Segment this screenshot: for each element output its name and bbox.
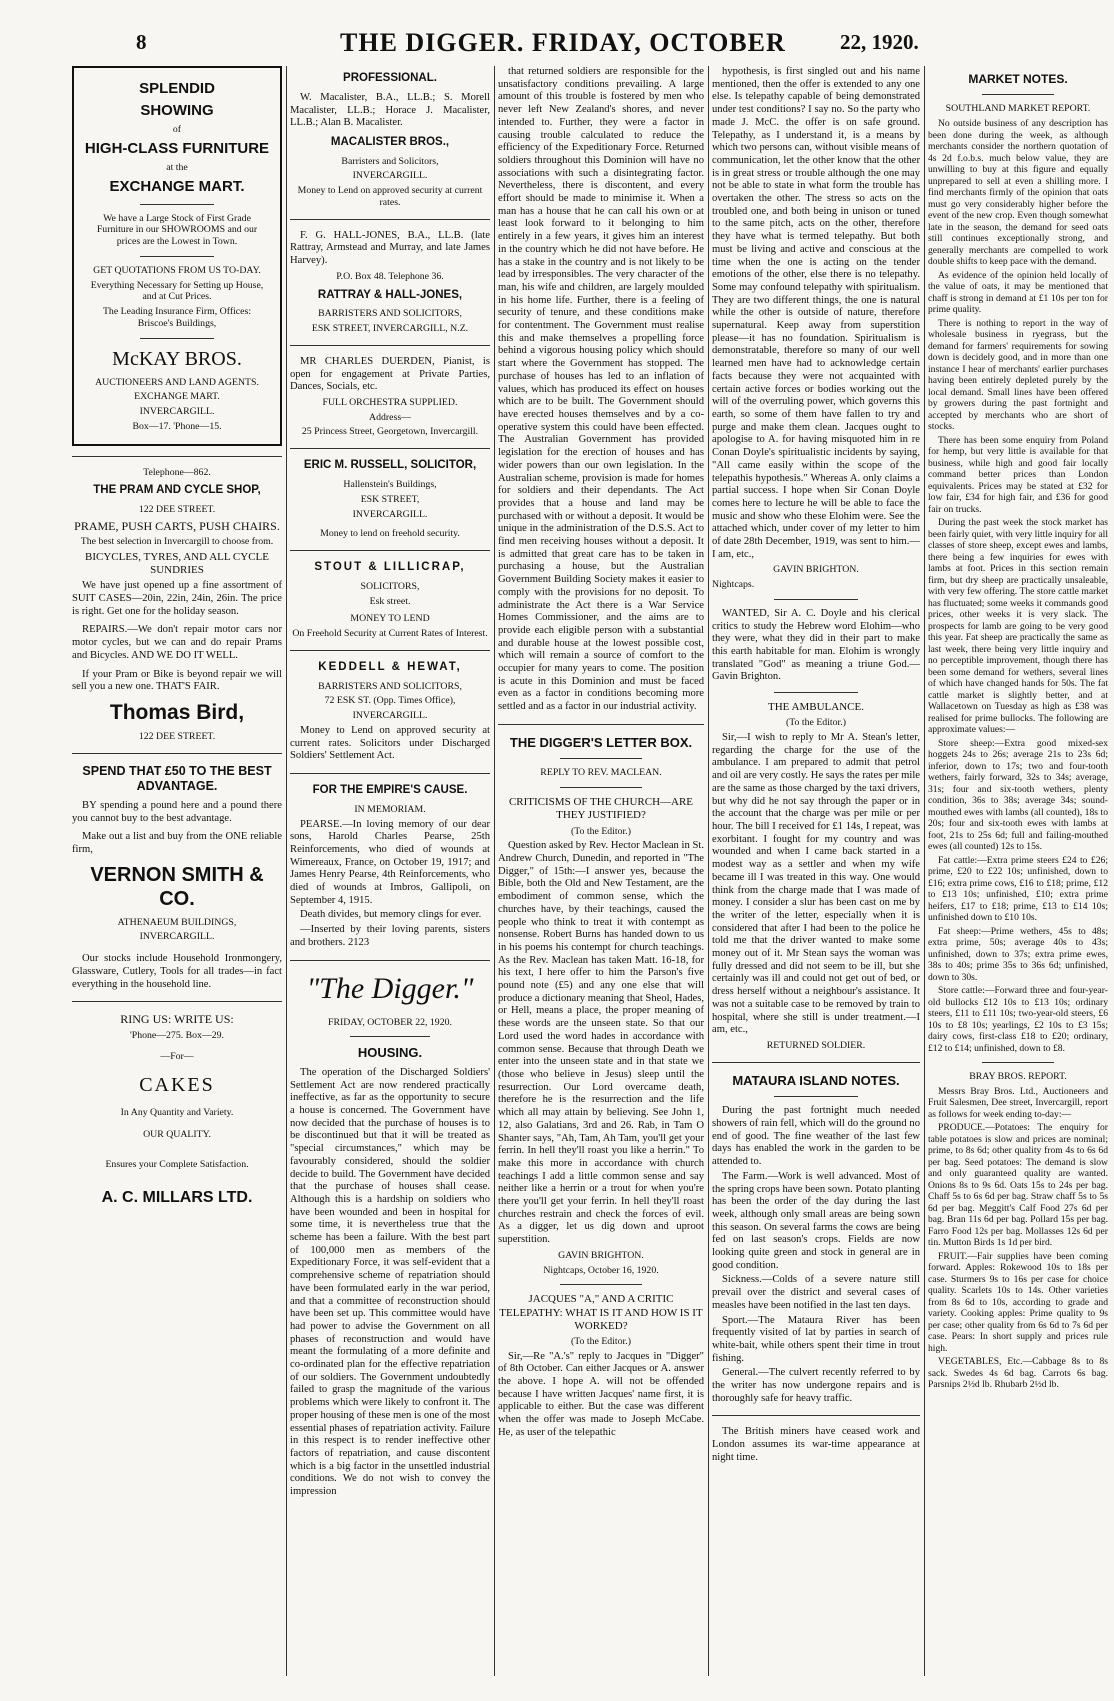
column-4: [712, 66, 920, 1676]
ad-headline: KEDDELL & HEWAT,: [318, 660, 462, 673]
column-rule: [286, 66, 287, 1676]
ad-text: Ensures your Complete Satisfaction.: [105, 1158, 249, 1170]
signature: GAVIN BRIGHTON.: [558, 1249, 644, 1261]
ad-text: INVERCARGILL.: [352, 710, 428, 722]
ad-text: Our stocks include Household Ironmongery, Glassware, Cutlery, Tools for all trades—in fact everything in the household line.: [72, 953, 282, 990]
ad-text: Address—: [369, 411, 411, 423]
ad-text: —For—: [160, 1051, 194, 1063]
ad-text: Esk street.: [369, 595, 411, 607]
subheading: BRAY BROS. REPORT.: [969, 1071, 1067, 1083]
ad-headline: STOUT & LILLICRAP,: [314, 561, 466, 574]
ad-text: PRAME, PUSH CARTS, PUSH CHAIRS.: [74, 518, 280, 533]
market-body: During the past week the stock market has been fairly quiet, with very little inquiry for all classes of store sheep, except ewes and lambs, there being a few inquiries for ewes with lambs at foot. Prices in this section remain firm, but dry sheep are practically unsaleable, with very few offering. The store cattle market has fluctuated; some weeks it commands good prices, other weeks it is very slack. The prospects for lamb are going to be very good this year. Fat sheep are practically the same as last week, there being very little inquiry and no perceptible improvement, though there has been some demand for wethers, several lines of which have changed hands for 50s. The fat cattle market is slightly better, and at Wallacetown on Tuesday as high as £38 was realised for prime bullocks. The following are approximate values:—: [928, 517, 1108, 736]
column-rule: [924, 66, 925, 1676]
notes-body: The British miners have ceased work and London assumes its war-time appearance at night time.: [712, 1426, 920, 1463]
section-heading: FOR THE EMPIRE'S CAUSE.: [312, 783, 468, 796]
letter-title: CRITICISMS OF THE CHURCH—ARE THEY JUSTIFIED?: [508, 796, 694, 822]
memoriam: [290, 784, 490, 950]
ad-text: Make out a list and buy from the ONE reliable firm,: [72, 831, 282, 855]
hall-jones-ad: [290, 230, 490, 335]
section-heading: THE DIGGER'S LETTER BOX.: [509, 734, 693, 750]
ad-text: Barristers and Solicitors,: [341, 155, 439, 167]
subheading: (To the Editor.): [786, 717, 846, 729]
ad-text: BARRISTERS AND SOLICITORS,: [318, 308, 462, 320]
ad-text: INVERCARGILL.: [352, 170, 428, 182]
ad-text: Money to Lend on approved security at current rates. Solicitors under Discharged Soldiers' Settlement Act.: [290, 724, 490, 762]
ad-text: On Freehold Security at Current Rates of Interest.: [292, 628, 488, 640]
millars-ad: [72, 1012, 282, 1207]
ad-text: BY spending a pound here and a pound there you cannot buy to the best advantage.: [72, 799, 282, 824]
professional-ad: [290, 72, 490, 209]
section-heading: MATAURA ISLAND NOTES.: [732, 1072, 900, 1088]
ad-text: If your Pram or Bike is beyond repair we will sell you a new one. THAT'S FAIR.: [72, 668, 282, 693]
ad-text: RING US: WRITE US:: [120, 1012, 234, 1027]
market-body: There has been some enquiry from Poland for hemp, but very little is available for that business, while high and good fair locally command better prices than London equivalents. Prices may be stated at £32 for low fair, £34 for high fair, and £36 for good fair on trucks.: [928, 434, 1108, 515]
column-1: [72, 66, 282, 1676]
ad-text: Telephone—862.: [143, 466, 211, 478]
signature: GAVIN BRIGHTON.: [773, 564, 859, 576]
ad-text: ESK STREET, INVERCARGILL, N.Z.: [311, 323, 469, 335]
market-body: No outside business of any description has been done during the week, as although merchants consider the northern quotation of 4s 2d f.o.b.s. much below value, they are unwilling to buy at this figure and equally unprepared to sell at even a shilling more. I find merchants firmly of the opinion that oats must go very considerably higher before the event of the new crop. Even though somewhat late in the season, the demand for seed oats still continues exceptionally strong, and generally merchants are compelled to work double shifts to keep pace with the demand.: [928, 118, 1108, 268]
subheading: (To the Editor.): [571, 1335, 631, 1347]
issue-date: 22, 1920.: [840, 30, 919, 54]
ad-text: We have just opened up a fine assortment of SUIT CASES—20in, 22in, 24in, 26in. The price is right. Get one for the holiday season.: [72, 580, 282, 617]
section-heading: PROFESSIONAL.: [343, 72, 437, 84]
ad-headline: SHOWING: [140, 102, 214, 119]
market-body: Fat cattle:—Extra prime steers £24 to £26; prime, £20 to £22 10s; unfinished, down to £16; extra prime cows, £16 to £18; prime, £12 to £13 10s; unfinished, £10; extra prime heifers, £17 to £18; prime, £13 to £14 10s; unfinished down to £10 10s.: [928, 854, 1108, 924]
editorial-title: HOUSING.: [357, 1045, 423, 1061]
ad-text: AUCTIONEERS AND LAND AGENTS.: [95, 376, 259, 388]
ad-text: REPAIRS.—We don't repair motor cars nor motor cycles, but we can and do repair Prams and Bicycles. AND WE DO IT WELL.: [72, 624, 282, 661]
letter-body: Sir,—I wish to reply to Mr A. Stean's letter, regarding the charge for the use of the ambulance. I am prepared to admit that petrol and oil are very costly. He says the rates per mile are the same as those charged by the taxi drivers, but why did he not say through the paper or in the account that the charge was per mile or per hour. The bill I received for £1 14s, I repeat, was exorbitant. I fought for my country and was wounded and when I came back started in a modest way as a settler and when my wife became ill I was treated in this way. One would think from the charge made that I was made of money. I consider a slur has been cast on me by the writer of the letter, especially when it is considered that after I had been to the police he told me that the driver wanted to make some money out of it. Mr Stean says the woman was fully dressed and did not seem to be ill, but she certainly was ill and could not get out of bed, or dress herself without a neighbour's assistance. It was not a suitable case to be removed by train to hospital, where she still is under treatment.—I am, etc.,: [712, 732, 920, 1036]
ad-text: BICYCLES, TYRES, AND ALL CYCLE SUNDRIES: [85, 550, 269, 577]
ad-text: Everything Necessary for Setting up House, and at Cut Prices.: [90, 279, 264, 303]
subheading: IN MEMORIAM.: [354, 803, 426, 815]
page-number: 8: [136, 30, 147, 54]
ad-headline: RATTRAY & HALL-JONES,: [317, 288, 463, 301]
ad-text: MONEY TO LEND: [350, 613, 430, 625]
ad-headline: CAKES: [139, 1074, 215, 1097]
ad-text: BARRISTERS AND SOLICITORS,: [318, 680, 462, 692]
market-body: Store cattle:—Forward three and four-year-old bullocks £12 10s to £13 10s; ordinary steers, £11 to £11 10s; two-year-old steers, £6 10s to £8 10s; yearlings, £2 10s to £3 15s; dairy cows, first-class £18 to £20; ordinary, £12 to £14; unfinished, down to £8.: [928, 985, 1108, 1054]
editorial-body: that returned soldiers are responsible for the unsatisfactory conditions prevailing. A large amount of this trouble is fostered by men who never left New Zealand's shores, and never intended to. Further, they were a factor in causing trouble calculated to reduce the efficiency of the Expeditionary Force. Returned soldiers throughout this Dominion will have no associations with such a disintegrating factor. Nevertheless, there is discontent, and every effort should be made to minimise it. When a man has a house that he can call his own or at least look forward to it belonging to him entirely in a few years, it gives him an interest in the country which he did not have before. He has a stake in the country and is not likely to be lead by irresponsibles. The very character of the man, his wife and children, are largely moulded in his home life. Further, there is a feeling of security of tenure, and these conditions make for contentment. The Government must realise this and make themselves a propelling force behind a vigorous housing policy which should start where the Government has stopped. The purchase of houses has led to an inflation of values, which has produced its effect on houses which are to be built. The Government should have erected houses themselves and by a co-operative system this could have been effected. The Australian Government has provided legislation for the erection of houses and has wider powers than our own legislation. In the Australian scheme, provision is made for homes for soldiers and their dependants. The Act provides that a house and land may be purchased with or without a deposit. It would be unique in the administration of the D.S.S. Act to find men receiving houses without a deposit. It is admitted that great care has to be taken in purchasing a house, but the Australian Government Building Society makes it easier to comply with the provisions for no deposit. To administrate the Act there is a War Service Homes Commissioner, and the aims are to provide each eligible person with a substantial and durable house at the lowest possible cost, which will remain a source of comfort to the occupier for many years to come. The position is acute in this Dominion and must be faced even as a factor in conditions becoming more settled and as a factor in our industrial activity.: [498, 66, 704, 713]
ad-text: INVERCARGILL.: [352, 508, 428, 520]
column-2: [290, 66, 490, 1676]
ad-text: Hallenstein's Buildings,: [343, 479, 437, 491]
ad-headline: THE PRAM AND CYCLE SHOP,: [93, 484, 261, 497]
company-name: VERNON SMITH & CO.: [90, 863, 264, 910]
subheading: REPLY TO REV. MACLEAN.: [540, 767, 662, 779]
masthead: [0, 0, 1114, 60]
ad-text: Money to lend on freehold security.: [320, 528, 460, 540]
letter-body: Sir,—Re "A.'s" reply to Jacques in "Digger" of 8th October. Can either Jacques or A. answer the above. I hope A. will not be offended because I have written Jacques' name first, it is applicable to either. But the case was different when the offer was made to Joseph McCabe. He, as user of the telepathic: [498, 1350, 704, 1438]
market-body: Messrs Bray Bros. Ltd., Auctioneers and Fruit Salesmen, Dee street, Invercargill, report as follows for week ending to-day:—: [928, 1085, 1108, 1120]
pram-shop-ad: [72, 467, 282, 743]
ad-text: Money to Lend on approved security at current rates.: [297, 185, 483, 208]
signature: RETURNED SOLDIER.: [766, 1039, 866, 1051]
notice-text: Death divides, but memory clings for ever.: [300, 909, 482, 921]
keddell-ad: [290, 661, 490, 763]
editorial-body: The operation of the Discharged Soldiers' Settlement Act are now rendered practically ineffective, as far as the opportunity to secure a house is concerned. The Government have now decided that the purchase of houses is to be discontinued but that it will be treated as "special circumstances," which may be favourably considered, should the soldier decide to build. The Government have decided that the purchase of houses shall cease. Although this is a hardship on soldiers who have been wounded and been in hospital for some time, it is nevertheless true that the scheme has been a failure. With the best part of 100,000 men as members of the Expeditionary Force, it was self-evident that a comprehensive scheme of repatriation should have been formulated early in the war period, and that a committee of reconstruction should have been set up. This committee would have had power to advise the Government on all phases of reconstruction and would have meant the formulating of a more definite and co-ordinated plan for the effective repatriation of our soldiers. The Government undoubtedly failed to grasp the magnitude of the various problems which were likely to confront it. The proper housing of these men is one of the most essential phases of repatriation activity. Failure in this respect is to render ineffective other factors of repatriation, and cause discontent which is a big factor in the unsettled industrial conditions. We do not wish to convey the impression: [290, 1066, 490, 1498]
market-body: As evidence of the opinion held locally of the value of oats, it may be mentioned that chaff is strong in demand at £1 10s per ton for prime quality.: [928, 269, 1108, 316]
subheading: (To the Editor.): [571, 825, 631, 837]
company-name: McKAY BROS.: [112, 347, 242, 370]
notes-body: During the past fortnight much needed showers of rain fell, which will do the ground no end of good. The fine weather of the last few days has enabled the work in the garden to be attended to.: [712, 1105, 920, 1168]
letter-body: hypothesis, is first singled out and his name mentioned, then the offer is extended to any one else. Is telepathy capable of being demonstrated under test conditions? I say no. So the party who made J. McC. the offer is on safe ground. Telepathy, as I understand it, is a means by which two persons can, without visible means of communication, let the other know that the other is in great stress or trouble although the one may not be able to state in what form the trouble has overtaken the other. The stress so acts on the troubled one, and both being in unison or tuned to the same pitch, acts on the other, therefore they have what is termed telepathy. But both must be living and active and conscious at the time when the one is acting on the tender emotions of the other, else there is no telepathy. Some may confound telepathy with spiritualism. They are two different things, the one is natural while the other is outside of nature, therefore supernatural. Keep away from superstition please—it has no foundation. Spiritualism is demonstratable, therefore so many of our well learned men have had to acknowledge certain facts because they were not acquainted with certain active forces or bodies working out the will of the overruling power, which governs this earth, so some of them have fallen to try and purge and make them clean. Jacques ought to apologise to A. for having misquoted him in re Conan Doyle's spiritualistic incidents by saying, "All came easily within the scope of the telepathis hypothesis." Whereas A. only claims a partial success. I hope when Sir Conan Doyle comes here to lecture he will be able to face the music and show who these Elohim were. See the attached which, under cover of my letter to him of date 28th December, 1919, was sent to him.—I am, etc.,: [712, 66, 920, 560]
signature: Nightcaps, October 16, 1920.: [543, 1264, 659, 1276]
vernon-smith-ad: [72, 764, 282, 991]
market-body: VEGETABLES, Etc.—Cabbage 8s to 8s sack. Swedes 4s 6d bag. Carrots 6s bag. Parsnips 2½d lb. Rhubarb 2½d lb.: [928, 1356, 1108, 1391]
ad-text: 'Phone—275. Box—29.: [129, 1029, 225, 1041]
market-body: Fat sheep:—Prime wethers, 45s to 48s; extra prime, 50s; average 40s to 43s; unfinished, down to 37s; extra prime ewes, 38s to 40s; prime 35s to 36s 6d; unfinished, down to 30s.: [928, 925, 1108, 983]
column-3: [498, 66, 704, 1676]
ad-headline: HIGH-CLASS FURNITURE: [84, 139, 270, 157]
ad-headline: ERIC M. RUSSELL, SOLICITOR,: [303, 459, 477, 472]
notes-body: Sickness.—Colds of a severe nature still prevail over the district and several cases of measles have been notified in the last ten days.: [712, 1274, 920, 1311]
stout-ad: [290, 561, 490, 640]
letter-title: JACQUES "A," AND A CRITIC TELEPATHY: WHAT IS IT AND HOW IS IT WORKED?: [499, 1293, 703, 1332]
duerden-ad: [290, 356, 490, 438]
ad-text: 122 DEE STREET.: [138, 731, 216, 743]
ad-text: at the: [166, 161, 188, 173]
ad-text: In Any Quantity and Variety.: [120, 1107, 234, 1119]
column-5: [928, 66, 1108, 1676]
notice-text: —Inserted by their loving parents, sisters and brothers. 2123: [290, 924, 490, 948]
company-name: Thomas Bird,: [109, 700, 245, 724]
ad-headline: SPLENDID: [139, 80, 215, 97]
letter-title: THE AMBULANCE.: [768, 701, 864, 714]
ad-text: 25 Princess Street, Georgetown, Invercargill.: [301, 426, 479, 438]
ad-text: W. Macalister, B.A., LL.B.; S. Morell Macalister, LL.B.; Horace J. Macalister, LL.B.; Alan B. Macalister.: [290, 91, 490, 129]
market-body: Store sheep:—Extra good mixed-sex hoggets 24s to 26s; average 21s to 23s 6d; inferior, down to 17s; two and four-tooth wethers, fairly forward, 32s to 34s; average, 31s; four and six-tooth wethers, plenty condition, 36s to 38s; average 34s; sound-mouthed ewes with lambs (all counted), 18s to 20s; four and six-tooth ewes with lambs at foot, 21s to 25s 6d; full and failing-mouthed ewes (all counted) 12s to 15s.: [928, 737, 1108, 853]
paper-nameplate: "The Digger.": [306, 971, 474, 1005]
notes-body: The Farm.—Work is well advanced. Most of the spring crops have been sown. Potato planting has been the order of the day during the last week, although only small areas are being sown this season. On several farms the cows are being fed on last season's crops. Fields are now looking quite green and stock in general are in good condition.: [712, 1170, 920, 1271]
ad-text: of: [172, 124, 182, 135]
ad-text: SOLICITORS,: [360, 580, 420, 592]
ad-text: MR CHARLES DUERDEN, Pianist, is open for engagement at Private Parties, Dances, Socials, etc.: [290, 355, 490, 393]
letter-body: Question asked by Rev. Hector Maclean in St. Andrew Church, Dunedin, and reported in "The Digger," of 15th:—I answer yes, because the Bible, both the Old and New Testament, are the embodiment of common sense, which the churches have, by their teachings, caused the people who think to treat it with contempt as nonsense. Robert Burns has handed down to us in his poems his contempt for church teachings. As the Rev. Maclean has taken Matt. 16-18, for his text, I here offer to him the Parson's five pound note (£5) and any one else that will produce a dictionary meaning that Sheol, Hades, or Hell, means a place, the proper meaning of these words are the unseen state. So that our Lord used the word hades in accordance with common sense. Because that through Death we enter into the unseen state and in that state we (those who believe in Jesus) sleep until the resurrection. Our Lord overcame death, therefore he is the resurrection and the life which all may attain by believing. See John 1, 12, also Galatians, 3rd and 26. Rab, in Tam O Shanter says, "Ah, Tam, Ah Tam, you'll get your ferrin. In hell they'll roast you like a herrin." To make this more in accordance with church teachings I add a little common sense and say neither like a herrin or a trout for when you're there you'll get your ferrin. In hell they'll roast churches restrain and check the forces of evil. As a digger, let us dig down and uproot superstition.: [498, 840, 704, 1246]
company-name: A. C. MILLARS LTD.: [101, 1189, 253, 1207]
ad-text: Box—17. 'Phone—15.: [132, 420, 222, 432]
newspaper-title: THE DIGGER. FRIDAY, OCTOBER: [340, 28, 786, 57]
ad-headline: MACALISTER BROS.,: [330, 135, 450, 148]
ad-text: ESK STREET,: [360, 493, 420, 505]
furniture-ad: [72, 66, 282, 446]
notes-body: Sport.—The Mataura River has been frequently visited of lat by parties in search of white-bait, while others spent their time in trout fishing.: [712, 1314, 920, 1364]
notes-body: General.—The culvert recently referred to by the writer has now undergone repairs and is thoroughly safe for heavy traffic.: [712, 1367, 920, 1404]
ad-text: OUR QUALITY.: [143, 1128, 211, 1140]
ad-text: EXCHANGE MART.: [134, 391, 220, 403]
ad-text: FULL ORCHESTRA SUPPLIED.: [322, 396, 458, 408]
russell-ad: [290, 459, 490, 540]
ad-text: F. G. HALL-JONES, B.A., LL.B. (late Rattray, Armstead and Murray, and late James Harvey).: [290, 229, 490, 267]
ad-text: 72 ESK ST. (Opp. Times Office),: [324, 695, 456, 707]
ad-text: P.O. Box 48. Telephone 36.: [336, 270, 444, 282]
market-body: PRODUCE.—Potatoes: The enquiry for table potatoes is slow and prices are nominal; prime, to 8s 6d; other quality from 4s to 6s 6d per bag. Seed potatoes: The demand is slow and only guaranteed quality are wanted. Onions 8s to 9s 6d. Oats 15s to 24s per bag. Chaff 5s to 6s 6d per bag. Straw chaff 5s to 5s 6d per bag. Meggitt's Calf Food 27s 6d per bag. Bran 11s 6d per bag. Pollard 15s per bag. Farro Food 12s per bag. Mollasses 12s 6d per tin. Mutton Birds 1s 1d per bird.: [928, 1122, 1108, 1249]
ad-text: INVERCARGILL.: [139, 406, 215, 417]
ad-text: INVERCARGILL.: [139, 931, 215, 943]
ad-text: The best selection in Invercargill to choose from.: [80, 536, 274, 548]
subheading: SOUTHLAND MARKET REPORT.: [945, 103, 1091, 115]
market-body: There is nothing to report in the way of wholesale business in ryegrass, but the demand for farmers' requirements for sowing down is decidely good, and in more than one instance I hear of merchants' earlier purchases having been entirely depleted purely by the local demand. Small lines have been offered by growers during the past fortnight and accepted by merchants who are short of stocks.: [928, 317, 1108, 433]
ad-text: The Leading Insurance Firm, Offices: Briscoe's Buildings,: [102, 306, 252, 329]
ad-headline: EXCHANGE MART.: [109, 177, 245, 195]
notice-text: WANTED, Sir A. C. Doyle and his clerical critics to study the Hebrew word Elohim—who they were, what they did in their part to make this earth habitable for man. Elohim is wrongly translated "God" as meaning a triune God.—Gavin Brighton.: [712, 607, 920, 683]
ad-text: 122 DEE STREET.: [138, 504, 216, 516]
ad-text: ATHENAEUM BUILDINGS,: [117, 916, 237, 928]
ad-headline: SPEND THAT £50 TO THE BEST ADVANTAGE.: [82, 763, 272, 793]
signature: Nightcaps.: [712, 579, 755, 591]
notice-text: PEARSE.—In loving memory of our dear sons, Harold Charles Pearse, 25th Reinforcements, who died of wounds at Wimereaux, France, on October 19, 1917; and James Henry Pearse, 4th Reinforcements, who died of wounds at Imbros, Gallipoli, on September 4, 1915.: [290, 818, 490, 906]
ad-text: We have a Large Stock of First Grade Furniture in our SHOWROOMS and our prices are the Lowest in Town.: [96, 212, 258, 247]
section-heading: MARKET NOTES.: [968, 72, 1068, 86]
column-rule: [708, 66, 709, 1676]
edition-date: FRIDAY, OCTOBER 22, 1920.: [328, 1016, 452, 1028]
market-body: FRUIT.—Fair supplies have been coming forward. Apples: Rokewood 10s to 18s per case. Sturmers 9s to 16s per case for choice quality. Scarlets 10s to 14s. Other varieties from 8s 6d to 10s, according to grade and variety. Cooking apples: Prime quality to 9s per case; other quality from 6s 6d to 7s 6d per case. Pears: In short supply and prices rule high.: [928, 1250, 1108, 1354]
column-rule: [494, 66, 495, 1676]
ad-text: GET QUOTATIONS FROM US TO-DAY.: [93, 264, 261, 276]
